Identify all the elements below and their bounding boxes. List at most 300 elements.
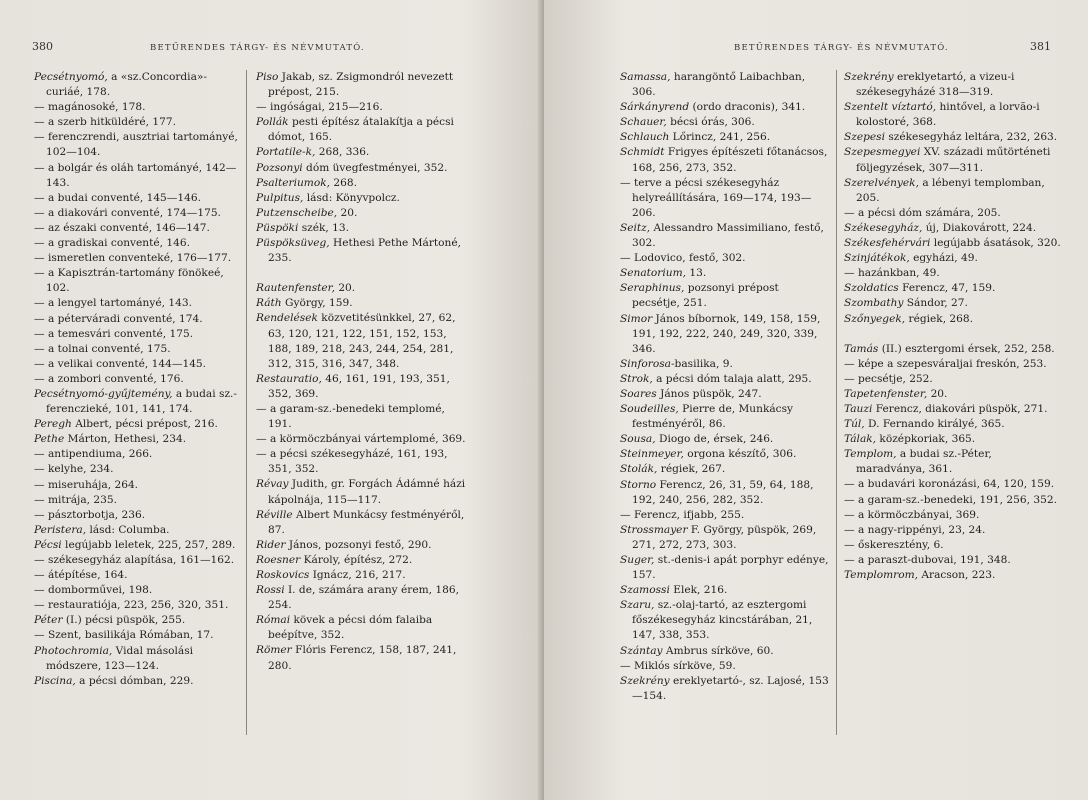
entry-text: hintővel, a lorvão-i kolostoré, 368. [856, 101, 1040, 129]
index-entry [256, 538, 470, 553]
entry-headword: Schmidt [620, 146, 665, 159]
entry-text: — a lengyel tartományé, 143. [34, 297, 192, 310]
entry-text: harangöntő Laibachban, 306. [632, 71, 806, 99]
index-entry [844, 266, 1062, 281]
entry-text: ereklyetartó, a vizeu-i székesegyházé 318—319. [856, 71, 1015, 99]
entry-text: pesti építész átalakítja a pécsi dómot, 165. [268, 116, 454, 144]
index-entry [620, 674, 830, 704]
index-entry [256, 145, 470, 160]
entry-text: — pecsétje, 252. [844, 372, 933, 385]
index-entry [256, 115, 470, 145]
entry-text: — ingóságai, 215—216. [256, 101, 383, 114]
entry-text: Diogo de, érsek, 246. [655, 433, 774, 446]
index-entry [620, 508, 830, 523]
index-entry [620, 221, 830, 251]
entry-headword: Putzenscheibe, [256, 206, 338, 219]
entry-text: közvetitésünkkel, 27, 62, 63, 120, 121, 122, 151, 152, 153, 188, 189, 218, 243, 244, 254, 281, 312, 315, 316, 347, 348. [268, 312, 456, 370]
index-entry [844, 568, 1062, 583]
entry-headword: Schlauch [620, 131, 670, 144]
entry-text: Aracson, 223. [918, 569, 996, 581]
entry-text: I. de, számára arany érem, 186, 254. [268, 584, 459, 612]
page-number: 380 [32, 40, 53, 53]
index-entry [620, 312, 830, 357]
entry-text: — a velikai conventé, 144—145. [34, 357, 207, 370]
entry-text: egyházi, 49. [909, 252, 978, 265]
entry-text: — domborművei, 198. [34, 584, 153, 597]
entry-text: — pásztorbotja, 236. [34, 508, 146, 521]
index-entry [34, 432, 240, 447]
entry-headword: Rendelések [256, 312, 318, 325]
entry-headword: Strossmayer [620, 523, 688, 536]
entry-headword: Photochromia, [34, 644, 113, 657]
index-entry [34, 417, 240, 432]
entry-text: — a péterváradi conventé, 174. [34, 312, 203, 325]
entry-headword: Restauratio, [256, 372, 322, 385]
entry-text: Pierre de, Munkácsy festményéről, 86. [632, 403, 794, 431]
index-entry [844, 493, 1062, 508]
index-entry [34, 221, 240, 236]
index-entry [620, 462, 830, 477]
index-entry [34, 644, 240, 674]
entry-text: Ambrus sírköve, 60. [662, 644, 774, 657]
index-entry [34, 236, 240, 251]
index-entry [256, 447, 470, 477]
entry-headword: Tamás [844, 342, 879, 355]
entry-text: — átépítése, 164. [34, 569, 128, 582]
entry-text: 20. [337, 206, 358, 219]
entry-headword: Szőnyegek, [844, 312, 906, 325]
entry-text: — a pécsi székesegyházé, 161, 193, 351, 352. [256, 448, 448, 476]
entry-text: szék, 13. [298, 221, 350, 234]
entry-headword: Szoldatics [844, 282, 899, 295]
entry-text: — képe a szepesváraljai freskón, 253. [844, 357, 1047, 370]
index-entry [620, 372, 830, 387]
entry-text: 20. [927, 387, 948, 400]
entry-text: Albert, pécsi prépost, 216. [71, 418, 218, 431]
index-entry [844, 312, 1062, 327]
entry-headword: Simor [620, 312, 653, 325]
index-entry [34, 583, 240, 598]
entry-headword: Pozsonyi [256, 161, 303, 174]
entry-headword: Pecsétnyomó, [34, 71, 108, 83]
entry-headword: Pécsi [34, 538, 62, 551]
index-entry [620, 402, 830, 432]
entry-text: a pécsi dóm talaja alatt, 295. [652, 372, 812, 385]
index-entry [620, 281, 830, 311]
column-rule [246, 70, 247, 735]
index-entry [620, 70, 830, 100]
index-entry [844, 206, 1062, 221]
index-entry [34, 674, 240, 689]
entry-headword: Pecsétnyomó-gyűjtemény, [34, 387, 173, 400]
index-entry [34, 553, 240, 568]
index-entry [620, 598, 830, 643]
entry-text: a pécsi dómban, 229. [75, 674, 194, 687]
entry-headword: Székesfehérvári [844, 237, 931, 250]
entry-text: — a pécsi dóm számára, 205. [844, 206, 1001, 219]
entry-text: — a budai conventé, 145—146. [34, 191, 201, 204]
entry-text: a budai sz.-Péter, maradványa, 361. [856, 448, 992, 476]
index-entry [620, 100, 830, 115]
entry-text: — a garam-sz.-benedeki templomé, 191. [256, 402, 445, 431]
index-entry [844, 432, 1062, 447]
index-entry [34, 100, 240, 115]
entry-text: Albert Munkácsy festményéről, 87. [268, 508, 465, 536]
entry-headword: Pulpitus, [256, 191, 304, 204]
entry-text: régiek, 267. [657, 463, 726, 476]
entry-headword: Portatile-k, [256, 146, 316, 159]
index-entry [844, 538, 1062, 553]
entry-headword: Piso [256, 71, 279, 83]
index-entry [256, 477, 470, 507]
index-entry [34, 312, 240, 327]
index-entry [844, 402, 1062, 417]
entry-text: Alessandro Massimiliano, festő, 302. [632, 221, 824, 250]
entry-text: Vidal másolási módszere, 123—124. [46, 644, 194, 672]
index-entry [620, 644, 830, 659]
entry-text: új, Diakovárott, 224. [922, 221, 1037, 234]
index-entry [844, 236, 1062, 251]
entry-headword: Templom, [844, 448, 897, 461]
entry-headword: Ráth [256, 297, 282, 310]
entry-text: — antipendiuma, 266. [34, 448, 153, 461]
index-entry [844, 100, 1062, 130]
index-entry [256, 176, 470, 191]
entry-text: Márton, Hethesi, 234. [64, 433, 187, 446]
entry-text: — restauratiója, 223, 256, 320, 351. [34, 599, 229, 612]
entry-text: György, 159. [281, 297, 353, 310]
index-entry [34, 70, 240, 100]
index-entry [34, 447, 240, 462]
entry-headword: Römer [256, 644, 292, 657]
entry-text: — Lodovico, festő, 302. [620, 252, 746, 265]
entry-headword: Túl, [844, 418, 865, 431]
index-entry [256, 613, 470, 643]
index-entry [256, 508, 470, 538]
entry-headword: Roesner [256, 553, 301, 566]
index-entry [256, 432, 470, 447]
index-entry [620, 583, 830, 598]
entry-headword: Steinmeyer, [620, 448, 684, 461]
entry-text: — a körmöczbányai vártemplomé, 369. [256, 433, 466, 446]
index-entry [844, 477, 1062, 492]
index-entry [844, 523, 1062, 538]
running-header: BETŰRENDES TÁRGY- ÉS NÉVMUTATÓ. [150, 43, 365, 53]
entry-headword: Sinforosa- [620, 357, 675, 370]
entry-headword: Székesegyház, [844, 221, 923, 234]
entry-headword: Templomrom, [844, 569, 919, 581]
index-entry [620, 251, 830, 266]
index-column [34, 70, 240, 689]
entry-text: lásd: Könyvpolcz. [303, 191, 400, 204]
entry-text: a budai sz.-ferenczieké, 101, 141, 174. [46, 387, 237, 416]
entry-text: pozsonyi prépost pecsétje, 251. [632, 282, 779, 310]
entry-headword: Tauzi [844, 402, 873, 415]
entry-text: — a garam-sz.-benedeki, 191, 256, 352. [844, 493, 1057, 506]
entry-headword: Rossi [256, 584, 285, 597]
entry-text: Judith, gr. Forgách Ádámné házi kápolnája, 115—117. [268, 478, 466, 506]
entry-text: székesegyház leltára, 232, 263. [884, 131, 1058, 144]
entry-headword: Samassa, [620, 71, 671, 83]
index-entry [34, 568, 240, 583]
index-entry [844, 417, 1062, 432]
entry-headword: Psalteriumok, [256, 176, 330, 189]
index-entry [844, 342, 1062, 357]
entry-headword: Piscina, [34, 674, 76, 687]
entry-text: legújabb leletek, 225, 257, 289. [61, 538, 236, 551]
entry-text: — az északi conventé, 146—147. [34, 221, 210, 234]
entry-text: — a bolgár és oláh tartományé, 142—143. [34, 161, 237, 189]
entry-headword: Suger, [620, 554, 655, 566]
entry-text: — ferenczrendi, ausztriai tartományé, 102—104. [34, 131, 238, 159]
entry-text: (II.) esztergomi érsek, 252, 258. [878, 342, 1055, 355]
entry-text: — a gradiskai conventé, 146. [34, 237, 190, 250]
index-entry [620, 447, 830, 462]
entry-text: XV. századi műtörténeti följegyzések, 307—311. [856, 146, 1051, 174]
entry-headword: Szekrény [620, 674, 670, 687]
entry-headword: Révay [256, 478, 289, 491]
index-entry [256, 221, 470, 236]
index-entry [34, 538, 240, 553]
entry-headword: Peristera, [34, 523, 87, 536]
entry-headword: Sousa, [620, 433, 656, 446]
entry-text: — Miklós sírköve, 59. [620, 659, 736, 672]
index-entry [256, 643, 470, 673]
index-entry [34, 115, 240, 130]
index-entry [256, 553, 470, 568]
entry-text: — a tolnai conventé, 175. [34, 342, 171, 355]
entry-headword: Rautenfenster, [256, 282, 335, 295]
entry-headword: Római [256, 614, 291, 627]
entry-text: — a paraszt-dubovai, 191, 348. [844, 553, 1011, 566]
index-entry [34, 508, 240, 523]
entry-text: — terve a pécsi székesegyház helyreállítására, 169—174, 193—206. [620, 176, 812, 219]
entry-text: F. György, püspök, 269, 271, 272, 273, 303. [632, 523, 817, 551]
entry-headword: Szombathy [844, 297, 904, 310]
entry-headword: Pethe [34, 433, 65, 446]
entry-headword: Péter [34, 614, 63, 627]
entry-text: régiek, 268. [905, 312, 974, 325]
entry-text: (ordo draconis), 341. [689, 101, 806, 114]
entry-headword: Stolák, [620, 463, 658, 476]
entry-headword: Seitz, [620, 221, 651, 234]
entry-headword: Senatorium, [620, 267, 686, 280]
entry-text: Ferencz, 47, 159. [898, 282, 996, 295]
entry-headword: Tapetenfenster, [844, 387, 928, 400]
entry-text: bécsi órás, 306. [666, 116, 755, 129]
entry-text: Sándor, 27. [903, 297, 968, 310]
index-entry [620, 357, 830, 372]
entry-headword: Peregh [34, 418, 72, 431]
entry-text: — a körmöczbányai, 369. [844, 508, 980, 521]
entry-headword: Soares [620, 387, 657, 400]
entry-text: 13. [686, 267, 707, 280]
entry-text: — ismeretlen conventeké, 176—177. [34, 252, 232, 265]
index-entry [844, 176, 1062, 206]
entry-headword: Püspöksüveg, [256, 237, 330, 250]
entry-headword: Szántay [620, 644, 663, 657]
entry-headword: Szekrény [844, 71, 894, 83]
index-entry [620, 659, 830, 674]
index-entry [256, 206, 470, 221]
entry-headword: Szepesmegyei [844, 146, 921, 159]
entry-text: — kelyhe, 234. [34, 463, 114, 476]
entry-headword: Strok, [620, 372, 653, 385]
entry-text: kövek a pécsi dóm falaiba beépítve, 352. [268, 614, 433, 642]
index-entry [256, 372, 470, 402]
entry-headword: Szerelvények, [844, 176, 919, 189]
entry-text: Ferencz, 26, 31, 59, 64, 188, 192, 240, 256, 282, 352. [632, 478, 814, 506]
index-entry [620, 432, 830, 447]
entry-text: Frigyes építészeti főtanácsos, 168, 256, 273, 352. [632, 146, 828, 174]
entry-text: Elek, 216. [669, 584, 728, 597]
index-entry [844, 70, 1062, 100]
running-header: BETŰRENDES TÁRGY- ÉS NÉVMUTATÓ. [734, 43, 949, 53]
entry-text: (I.) pécsi püspök, 255. [62, 614, 186, 627]
index-entry [34, 613, 240, 628]
entry-text: — mitrája, 235. [34, 493, 117, 506]
entry-text: Hethesi Pethe Mártoné, 235. [268, 237, 462, 265]
entry-text: — a nagy-rippényi, 23, 24. [844, 523, 986, 536]
index-entry [844, 145, 1062, 175]
entry-text: 268, 336. [315, 146, 370, 159]
entry-text: — Szent, basilikája Rómában, 17. [34, 629, 214, 642]
index-entry [844, 372, 1062, 387]
index-entry [256, 100, 470, 115]
index-entry [34, 296, 240, 311]
index-entry [34, 462, 240, 477]
entry-text: st.-denis-i apát porphyr edénye, 157. [632, 554, 829, 582]
entry-text: lásd: Columba. [86, 523, 170, 536]
index-entry [34, 251, 240, 266]
index-column [844, 70, 1062, 583]
right-page [544, 0, 1088, 800]
entry-text: Flóris Ferencz, 158, 187, 241, 280. [268, 644, 457, 672]
entry-text: Jakab, sz. Zsigmondról nevezett prépost, 215. [268, 71, 454, 99]
index-entry [844, 357, 1062, 372]
index-column [620, 70, 830, 704]
index-entry [34, 357, 240, 372]
entry-text: — Ferencz, ifjabb, 255. [620, 508, 745, 521]
entry-headword: Storno [620, 478, 657, 491]
index-entry [256, 70, 470, 100]
entry-text: — a Kapisztrán-tartomány fönökeé, 102. [34, 267, 224, 295]
index-entry [844, 221, 1062, 236]
entry-text: 268. [330, 176, 357, 189]
entry-text: 20. [334, 282, 356, 295]
index-entry [620, 523, 830, 553]
entry-text: — miseruhája, 264. [34, 478, 139, 491]
index-entry [844, 296, 1062, 311]
index-entry [844, 553, 1062, 568]
entry-text: — a budavári koronázási, 64, 120, 159. [844, 478, 1055, 491]
entry-text: D. Fernando királyé, 365. [864, 418, 1005, 431]
entry-headword: Szinjátékok, [844, 252, 910, 265]
index-entry [34, 206, 240, 221]
index-entry [34, 598, 240, 613]
index-entry [620, 130, 830, 145]
entry-text: a «sz.Concordia»-curiáé, 178. [46, 71, 207, 99]
entry-text: — a zombori conventé, 176. [34, 372, 184, 385]
entry-text: középkoriak, 365. [876, 433, 976, 446]
entry-text: Ferencz, diakovári püspök, 271. [872, 402, 1048, 415]
index-entry [844, 130, 1062, 145]
entry-text: János bíbornok, 149, 158, 159, 191, 192, 222, 240, 249, 320, 339, 346. [632, 312, 821, 355]
index-column [256, 70, 470, 674]
index-entry [34, 387, 240, 417]
entry-text: — hazánkban, 49. [844, 267, 940, 280]
index-entry [620, 478, 830, 508]
entry-headword: Rider [256, 538, 286, 551]
index-entry [34, 478, 240, 493]
entry-headword: Szepesi [844, 131, 885, 144]
index-entry [34, 161, 240, 191]
entry-text: — a szerb hitküldéré, 177. [34, 116, 176, 129]
entry-headword: Szentelt víztartó, [844, 101, 937, 114]
index-entry [256, 191, 470, 206]
entry-text: basilika, 9. [674, 357, 733, 370]
page-number: 381 [1030, 40, 1051, 53]
entry-headword: Püspöki [256, 221, 299, 234]
index-entry [34, 327, 240, 342]
index-entry [34, 342, 240, 357]
entry-headword: Szaru, [620, 599, 655, 612]
index-entry [620, 266, 830, 281]
index-entry [256, 402, 470, 432]
index-entry [620, 387, 830, 402]
entry-headword: Seraphinus, [620, 282, 685, 295]
index-entry [256, 236, 470, 266]
entry-text: — székesegyház alapítása, 161—162. [34, 554, 235, 566]
index-entry [34, 493, 240, 508]
index-entry [620, 145, 830, 175]
index-entry [844, 251, 1062, 266]
entry-text: — magánosoké, 178. [34, 101, 146, 114]
entry-headword: Sárkányrend [620, 101, 690, 114]
entry-text: Ignácz, 216, 217. [309, 569, 406, 581]
entry-headword: Tálak, [844, 433, 877, 446]
index-entry [256, 296, 470, 311]
entry-headword: Szamossi [620, 584, 670, 597]
index-entry [620, 115, 830, 130]
entry-text: Lőrincz, 241, 256. [669, 131, 771, 144]
index-entry [34, 191, 240, 206]
entry-headword: Soudeilles, [620, 403, 679, 416]
entry-headword: Schauer, [620, 116, 667, 129]
entry-text: sz.-olaj-tartó, az esztergomi főszékesegyház kincstárában, 21, 147, 338, 353. [632, 599, 813, 642]
entry-text: — a temesvári conventé, 175. [34, 327, 194, 340]
entry-headword: Roskovics [256, 569, 310, 581]
index-entry [844, 281, 1062, 296]
index-entry [620, 553, 830, 583]
column-rule [836, 70, 837, 735]
index-entry [256, 568, 470, 583]
entry-text: János, pozsonyi festő, 290. [285, 538, 432, 551]
index-entry [844, 447, 1062, 477]
index-entry [34, 266, 240, 296]
index-entry [256, 583, 470, 613]
entry-text: legújabb ásatások, 320. [930, 237, 1061, 250]
index-entry [256, 281, 470, 296]
index-entry [34, 523, 240, 538]
entry-headword: Réville [256, 508, 293, 521]
entry-text: dóm üvegfestményei, 352. [302, 161, 448, 174]
entry-headword: Pollák [256, 116, 289, 129]
index-entry [256, 161, 470, 176]
entry-text: a lébenyi templomban, 205. [856, 176, 1045, 204]
index-entry [34, 372, 240, 387]
entry-text: ereklyetartó-, sz. Lajosé, 153—154. [632, 674, 829, 702]
